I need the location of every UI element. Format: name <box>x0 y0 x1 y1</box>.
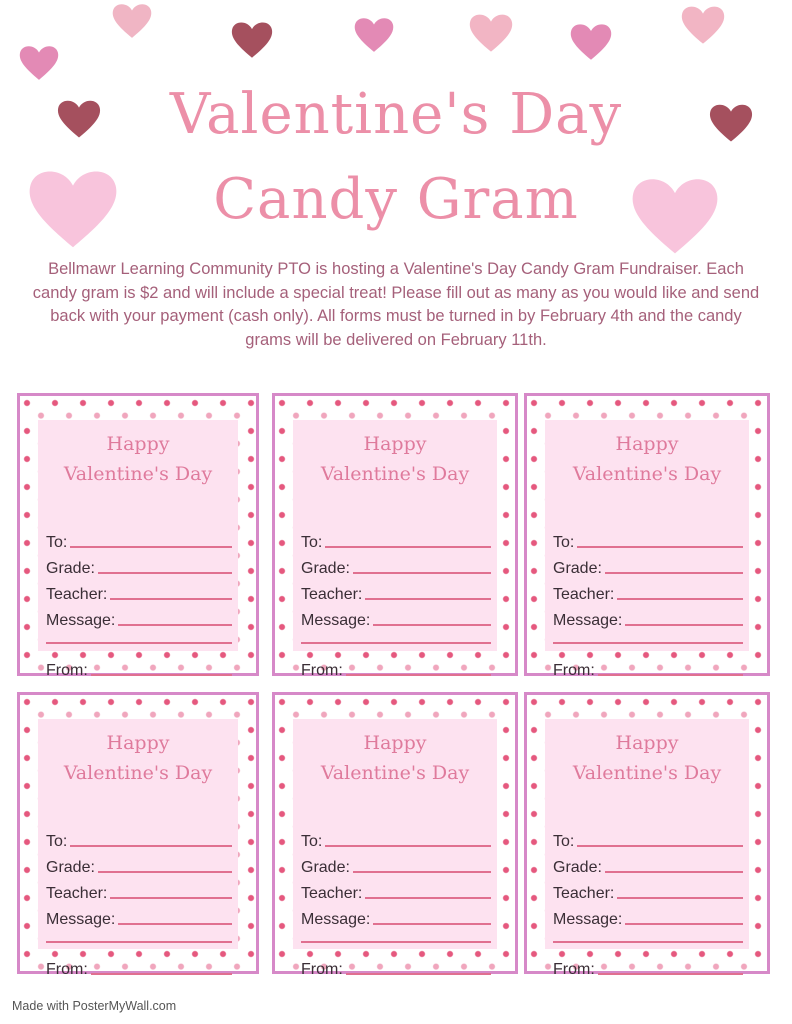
message-label: Message: <box>553 911 623 928</box>
teacher-label: Teacher: <box>46 885 108 902</box>
message-line-2[interactable] <box>301 642 491 644</box>
message-field[interactable] <box>553 608 743 630</box>
teacher-line[interactable] <box>617 897 743 899</box>
to-field[interactable] <box>553 530 743 552</box>
card-heading-happy: Happy <box>615 433 679 455</box>
card-heading-valentines: Valentine's Day <box>63 463 213 485</box>
message-line[interactable] <box>118 624 232 626</box>
grade-label: Grade: <box>301 859 350 876</box>
from-label: From: <box>553 662 595 679</box>
message-line-2[interactable] <box>553 642 743 644</box>
candy-gram-card <box>272 393 518 679</box>
from-field[interactable] <box>553 957 743 979</box>
from-line[interactable] <box>91 973 232 975</box>
from-line[interactable] <box>598 674 743 676</box>
message-field[interactable] <box>553 907 743 929</box>
grade-label: Grade: <box>553 859 602 876</box>
to-line[interactable] <box>325 845 491 847</box>
candy-gram-card <box>17 692 259 978</box>
card-body <box>293 420 497 679</box>
message-line-2[interactable] <box>46 642 232 644</box>
to-field[interactable] <box>46 530 232 552</box>
message-label: Message: <box>46 612 116 629</box>
to-field[interactable] <box>301 829 491 851</box>
teacher-line[interactable] <box>365 598 491 600</box>
teacher-label: Teacher: <box>553 586 615 603</box>
from-line[interactable] <box>346 674 491 676</box>
from-line[interactable] <box>598 973 743 975</box>
grade-label: Grade: <box>553 560 602 577</box>
grade-field[interactable] <box>553 556 743 578</box>
to-field[interactable] <box>553 829 743 851</box>
candy-gram-card <box>524 393 770 679</box>
teacher-field[interactable] <box>553 582 743 604</box>
from-field[interactable] <box>46 658 232 680</box>
intro-paragraph: Bellmawr Learning Community PTO is hosting a Valentine's Day Candy Gram Fundraiser. Each candy gram is $2 and will include a special treat! Please fill out as many as you would like and send back with your payment (cash only). All forms must be turned in by February 4th and the candy grams will be delivered on February 11th. <box>32 260 760 349</box>
grade-field[interactable] <box>553 855 743 877</box>
grade-field[interactable] <box>46 855 232 877</box>
to-line[interactable] <box>325 546 491 548</box>
to-label: To: <box>301 833 323 850</box>
message-field[interactable] <box>46 907 232 929</box>
from-field[interactable] <box>553 658 743 680</box>
heart-icon <box>230 18 274 60</box>
to-field[interactable] <box>46 829 232 851</box>
grade-label: Grade: <box>46 859 95 876</box>
message-label: Message: <box>301 911 371 928</box>
message-line-2[interactable] <box>46 941 232 943</box>
teacher-label: Teacher: <box>46 586 108 603</box>
card-heading-valentines: Valentine's Day <box>320 463 470 485</box>
teacher-field[interactable] <box>301 881 491 903</box>
from-field[interactable] <box>46 957 232 979</box>
message-field[interactable] <box>46 608 232 630</box>
grade-label: Grade: <box>46 560 95 577</box>
teacher-field[interactable] <box>46 582 232 604</box>
heart-icon <box>670 2 736 46</box>
grade-line[interactable] <box>353 572 491 574</box>
grade-line[interactable] <box>98 572 232 574</box>
card-heading-happy: Happy <box>615 732 679 754</box>
from-label: From: <box>46 662 88 679</box>
message-label: Message: <box>46 911 116 928</box>
teacher-field[interactable] <box>301 582 491 604</box>
card-heading-valentines: Valentine's Day <box>63 762 213 784</box>
message-line[interactable] <box>373 624 491 626</box>
card-heading-happy: Happy <box>106 732 170 754</box>
candy-gram-card <box>524 692 770 978</box>
card-heading-happy: Happy <box>363 433 427 455</box>
grade-line[interactable] <box>605 871 743 873</box>
to-line[interactable] <box>577 845 743 847</box>
message-line[interactable] <box>625 923 743 925</box>
to-line[interactable] <box>70 546 232 548</box>
teacher-line[interactable] <box>110 897 232 899</box>
grade-line[interactable] <box>98 871 232 873</box>
grade-field[interactable] <box>301 855 491 877</box>
teacher-label: Teacher: <box>553 885 615 902</box>
teacher-label: Teacher: <box>301 885 363 902</box>
candy-gram-card <box>272 692 518 978</box>
grade-line[interactable] <box>605 572 743 574</box>
card-heading-happy: Happy <box>363 732 427 754</box>
message-label: Message: <box>301 612 371 629</box>
heart-icon <box>568 20 614 62</box>
to-line[interactable] <box>577 546 743 548</box>
message-line[interactable] <box>625 624 743 626</box>
from-label: From: <box>46 961 88 978</box>
message-line-2[interactable] <box>301 941 491 943</box>
from-label: From: <box>553 961 595 978</box>
heart-icon <box>18 42 60 82</box>
teacher-line[interactable] <box>110 598 232 600</box>
card-body <box>545 719 749 978</box>
heart-icon <box>352 14 396 54</box>
grade-field[interactable] <box>301 556 491 578</box>
candy-gram-card <box>17 393 259 679</box>
from-field[interactable] <box>301 957 491 979</box>
card-body <box>38 420 238 679</box>
teacher-line[interactable] <box>365 897 491 899</box>
message-label: Message: <box>553 612 623 629</box>
card-heading-valentines: Valentine's Day <box>320 762 470 784</box>
card-heading-valentines: Valentine's Day <box>572 463 722 485</box>
heart-icon <box>106 0 158 40</box>
message-line-2[interactable] <box>553 941 743 943</box>
teacher-field[interactable] <box>46 881 232 903</box>
card-body <box>38 719 238 978</box>
grade-field[interactable] <box>46 556 232 578</box>
to-line[interactable] <box>70 845 232 847</box>
to-label: To: <box>553 534 575 551</box>
teacher-line[interactable] <box>617 598 743 600</box>
footer-credit: Made with PosterMyWall.com <box>12 999 177 1013</box>
teacher-label: Teacher: <box>301 586 363 603</box>
from-line[interactable] <box>346 973 491 975</box>
message-line[interactable] <box>118 923 232 925</box>
grade-label: Grade: <box>301 560 350 577</box>
message-field[interactable] <box>301 608 491 630</box>
message-field[interactable] <box>301 907 491 929</box>
from-field[interactable] <box>301 658 491 680</box>
card-heading-valentines: Valentine's Day <box>572 762 722 784</box>
page-title-line2: Candy Gram <box>213 167 579 232</box>
card-body <box>545 420 749 679</box>
page-title-line1: Valentine's Day <box>169 82 623 147</box>
from-line[interactable] <box>91 674 232 676</box>
card-heading-happy: Happy <box>106 433 170 455</box>
from-label: From: <box>301 662 343 679</box>
card-body <box>293 719 497 978</box>
grade-line[interactable] <box>353 871 491 873</box>
teacher-field[interactable] <box>553 881 743 903</box>
to-label: To: <box>553 833 575 850</box>
message-line[interactable] <box>373 923 491 925</box>
heart-icon <box>464 10 518 54</box>
to-field[interactable] <box>301 530 491 552</box>
to-label: To: <box>46 534 68 551</box>
to-label: To: <box>301 534 323 551</box>
to-label: To: <box>46 833 68 850</box>
from-label: From: <box>301 961 343 978</box>
